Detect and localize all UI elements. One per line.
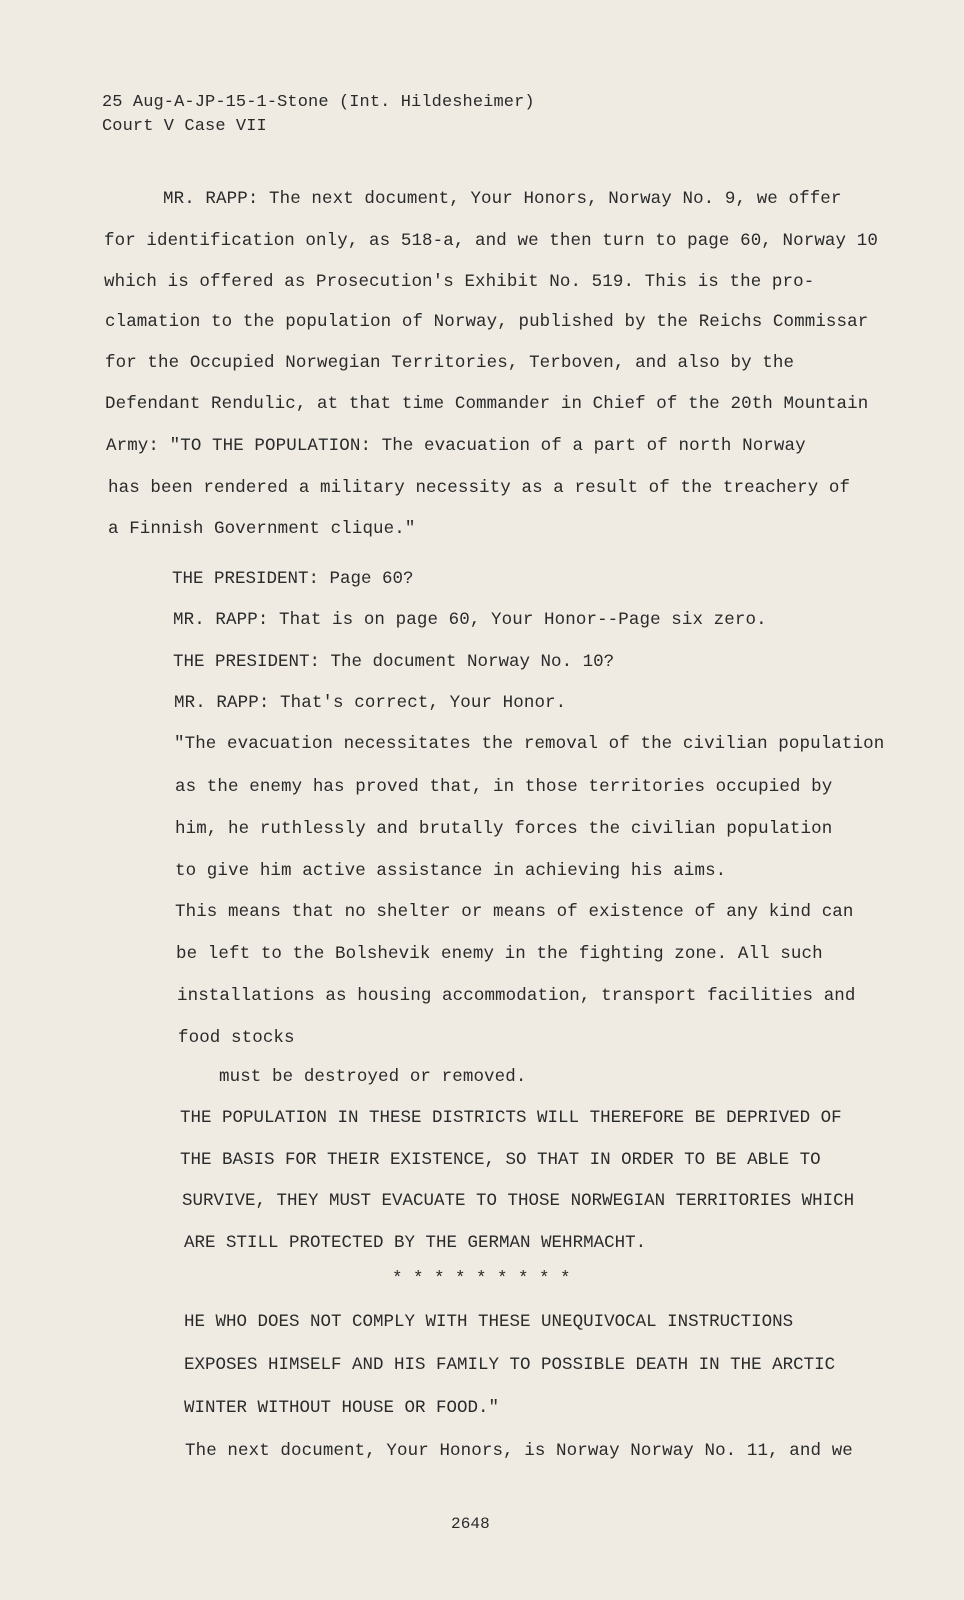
speaker-line: THE PRESIDENT: The document Norway No. 10? [173,652,615,672]
section-separator-asterisks: * * * * * * * * * [392,1269,571,1289]
quoted-line: him, he ruthlessly and brutally forces the civilian population [175,819,833,839]
text-line: has been rendered a military necessity as a result of the treachery of [108,478,851,498]
quoted-line: This means that no shelter or means of existence of any kind can [175,902,854,922]
quoted-line: food stocks [178,1028,295,1048]
caps-line: SURVIVE, THEY MUST EVACUATE TO THOSE NORWEGIAN TERRITORIES WHICH [182,1191,855,1211]
speaker-line: MR. RAPP: That's correct, Your Honor. [174,693,567,713]
text-line: a Finnish Government clique." [108,519,416,539]
caps-line: WINTER WITHOUT HOUSE OR FOOD." [184,1398,500,1418]
quoted-line: to give him active assistance in achieving his aims. [175,861,727,881]
speaker-line: THE PRESIDENT: Page 60? [172,569,414,589]
quoted-line: be left to the Bolshevik enemy in the fighting zone. All such [176,944,823,964]
quoted-line: installations as housing accommodation, transport facilities and [177,986,856,1006]
text-line: for identification only, as 518-a, and we then turn to page 60, Norway 10 [104,231,878,251]
speaker-line: MR. RAPP: That is on page 60, Your Honor--Page six zero. [173,610,767,630]
caps-line: THE BASIS FOR THEIR EXISTENCE, SO THAT IN ORDER TO BE ABLE TO [180,1150,821,1170]
header-session-line: 25 Aug-A-JP-15-1-Stone (Int. Hildesheimer) [102,93,535,112]
text-line: Defendant Rendulic, at that time Commander in Chief of the 20th Mountain [105,394,869,414]
text-line: which is offered as Prosecution's Exhibit No. 519. This is the pro- [104,272,815,292]
text-line: for the Occupied Norwegian Territories, Terboven, and also by the [105,353,795,373]
caps-line: HE WHO DOES NOT COMPLY WITH THESE UNEQUIVOCAL INSTRUCTIONS [184,1312,794,1332]
quoted-line: must be destroyed or removed. [219,1067,527,1087]
caps-line: ARE STILL PROTECTED BY THE GERMAN WEHRMACHT. [184,1233,647,1253]
quoted-line: as the enemy has proved that, in those territories occupied by [175,777,833,797]
quoted-line: "The evacuation necessitates the removal of the civilian population [174,734,885,754]
text-line: The next document, Your Honors, is Norway Norway No. 11, and we [185,1441,853,1461]
page-number: 2648 [451,1515,490,1533]
text-line: clamation to the population of Norway, published by the Reichs Commissar [105,312,869,332]
caps-line: EXPOSES HIMSELF AND HIS FAMILY TO POSSIBLE DEATH IN THE ARCTIC [184,1355,836,1375]
text-line: Army: "TO THE POPULATION: The evacuation of a part of north Norway [106,436,806,456]
text-line: MR. RAPP: The next document, Your Honors, Norway No. 9, we offer [163,189,842,209]
header-court-line: Court V Case VII [102,117,267,136]
caps-line: THE POPULATION IN THESE DISTRICTS WILL THEREFORE BE DEPRIVED OF [180,1108,842,1128]
